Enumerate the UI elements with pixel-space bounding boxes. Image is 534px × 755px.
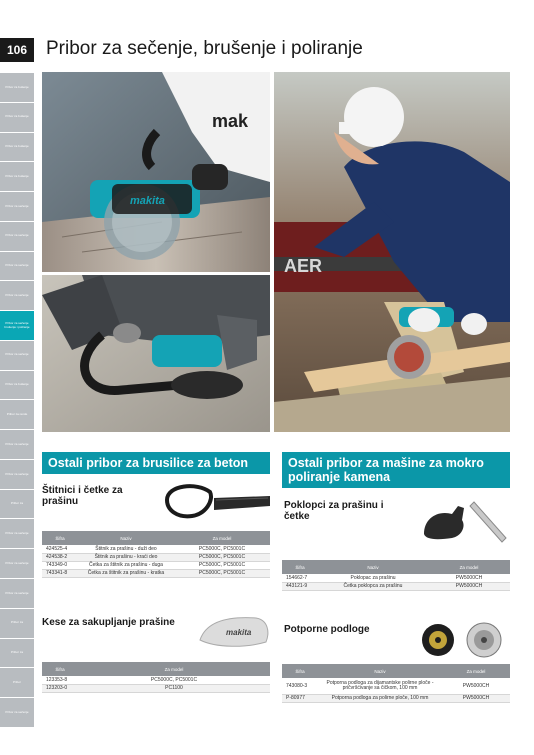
table-header-cell: Za model [442, 664, 510, 678]
table-cell: PW5000CH [442, 694, 510, 702]
table-cell: P-80977 [282, 694, 318, 702]
table-cell: 743341-8 [42, 569, 78, 577]
left-section1-title: Štitnici i četke za prašinu [42, 485, 123, 507]
table-cell: 743080-3 [282, 678, 318, 694]
table-cell: Štitnik za prašinu - duži deo [78, 545, 174, 553]
photo-concrete-grinding [42, 275, 270, 432]
sidebar-tab[interactable]: Pribor za sečenje [0, 460, 34, 490]
table-header-cell: Šifra [282, 560, 318, 574]
sidebar-tab[interactable]: Pribor za bušenje [0, 103, 34, 133]
table-row [42, 569, 270, 577]
table-cell: PC1100 [78, 684, 270, 692]
table-cell: PC5000C, PC5001C [174, 569, 270, 577]
table-cell: Potporna podloga za dijamantske polirne ploče - pričvršćivanje sa čičkom, 100 mm [318, 678, 442, 694]
table-header-cell: Za model [428, 560, 510, 574]
table-cell: 424525-4 [42, 545, 78, 553]
sidebar-tab-active[interactable]: Pribor za sečenje brušenje i poliranje [0, 311, 34, 341]
sidebar-tab[interactable]: Pribor za sečenje [0, 341, 34, 371]
table-header-cell: Za model [174, 531, 270, 545]
table-row [282, 694, 510, 702]
table-header-cell: Šifra [42, 662, 78, 676]
shirt-text: mak [212, 111, 249, 131]
sidebar-tab[interactable]: Pribor za sečenje [0, 192, 34, 222]
dust-bag-image [196, 612, 272, 650]
sidebar-tab[interactable]: Pribor za [0, 609, 34, 639]
left-table-1 [42, 531, 270, 578]
table-cell: Poklopac za prašinu [318, 574, 428, 582]
table-row [42, 684, 270, 692]
bag-logo: makita [226, 628, 252, 637]
table-cell: 154662-7 [282, 574, 318, 582]
table-row [282, 582, 510, 590]
photo-saw-cutting [42, 72, 270, 272]
container-text: AER [284, 256, 323, 276]
makita-logo: makita [130, 195, 165, 207]
table-header-cell: Naziv [318, 560, 428, 574]
right-section-header: Ostali pribor za mašine za mokro poliranje kamena [282, 452, 510, 488]
sidebar-tab[interactable]: Pribor za sečenje [0, 430, 34, 460]
table-cell: Četka za štitnik za prašinu - kratka [78, 569, 174, 577]
left-section-header: Ostali pribor za brusilice za beton [42, 452, 270, 474]
sidebar-tab[interactable]: Pribor za sečenje [0, 281, 34, 311]
table-row [42, 545, 270, 553]
table-cell: PC5000C, PC5001C [174, 561, 270, 569]
table-cell: Potporna podloga za polirne ploče, 100 mm [318, 694, 442, 702]
sidebar-tab[interactable]: Pribor za bušenje [0, 371, 34, 401]
page-number: 106 [0, 38, 34, 62]
table-cell: 123353-8 [42, 676, 78, 684]
table-cell: PW5000CH [442, 678, 510, 694]
photo-worker-grinder [274, 72, 510, 432]
table-cell: 443121-9 [282, 582, 318, 590]
page-title: Pribor za sečenje, brušenje i poliranje [46, 38, 363, 59]
left-section2-title: Kese za sakupljanje prašine [42, 617, 175, 628]
table-row [42, 561, 270, 569]
table-cell: PC5000C, PC5001C [174, 545, 270, 553]
table-cell: Četka za štitnik za prašinu - duga [78, 561, 174, 569]
sidebar-tab[interactable]: Pribor za [0, 639, 34, 669]
sidebar-tab[interactable]: Pribor za [0, 490, 34, 520]
table-cell: 743349-0 [42, 561, 78, 569]
left-table-2 [42, 662, 270, 693]
sidebar-tab[interactable]: Pribor za sečenje [0, 252, 34, 282]
table-cell: 123203-0 [42, 684, 78, 692]
sidebar-tab[interactable]: Pribor za sečenje [0, 549, 34, 579]
table-header-cell: Za model [78, 662, 270, 676]
sidebar-tab[interactable]: Pribor za bušenje [0, 73, 34, 103]
table-cell: Četka poklopca za prašinu [318, 582, 428, 590]
table-row [282, 678, 510, 694]
sidebar-tab[interactable]: Pribor za sečenje [0, 222, 34, 252]
sidebar-tab[interactable]: Pribor za rende [0, 400, 34, 430]
sidebar-tab[interactable]: Pribor za bušenje [0, 133, 34, 163]
sidebar-tab[interactable]: Pribor za sečenje [0, 579, 34, 609]
table-header-cell: Naziv [318, 664, 442, 678]
right-table-1 [282, 560, 510, 591]
table-cell: 424538-2 [42, 553, 78, 561]
sidebar [0, 73, 34, 728]
table-row [42, 553, 270, 561]
table-cell: PC5000C, PC5001C [174, 553, 270, 561]
table-cell: PW5000CH [428, 574, 510, 582]
table-cell: PC5000C, PC5001C [78, 676, 270, 684]
table-header-cell: Šifra [282, 664, 318, 678]
right-table-2 [282, 664, 510, 703]
right-section2-title: Potporne podloge [284, 624, 370, 635]
table-row [282, 574, 510, 582]
backing-pads-image [418, 620, 510, 660]
table-row [42, 676, 270, 684]
sidebar-tab[interactable]: Pribor za sečenje [0, 519, 34, 549]
table-header-cell: Naziv [78, 531, 174, 545]
dust-cover-image [418, 496, 510, 546]
table-cell: PW5000CH [428, 582, 510, 590]
dust-guard-brush-image [162, 480, 272, 520]
photo-collage [42, 72, 510, 432]
sidebar-tab[interactable]: Pribor [0, 668, 34, 698]
sidebar-tab[interactable]: Pribor za sečenje [0, 698, 34, 728]
table-header-cell: Šifra [42, 531, 78, 545]
table-cell: Štitnik za prašinu - kraći deo [78, 553, 174, 561]
sidebar-tab[interactable]: Pribor za bušenje [0, 162, 34, 192]
right-section1-title: Poklopci za prašinu i četke [284, 500, 384, 522]
